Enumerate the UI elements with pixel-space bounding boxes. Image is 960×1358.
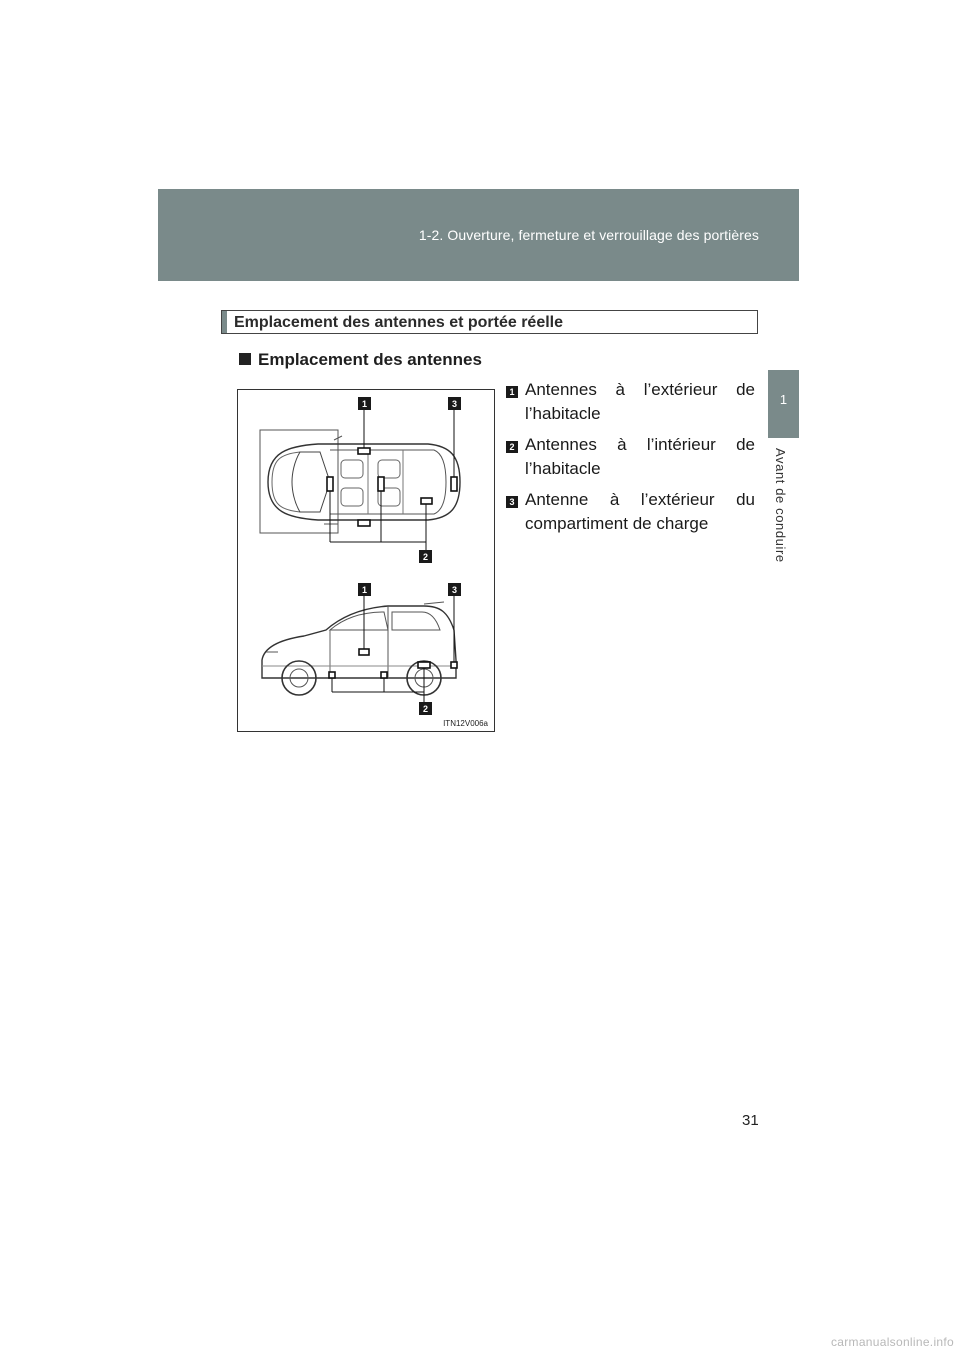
page-number: 31 (742, 1112, 759, 1129)
car-diagram (238, 390, 496, 733)
seat-front-left (341, 460, 363, 478)
chapter-tab-label: Avant de conduire (773, 448, 788, 563)
square-bullet-icon (239, 353, 251, 365)
antenna-int-mid (378, 477, 384, 491)
callout-3-side: 3 (451, 585, 458, 595)
chapter-tab (768, 370, 799, 438)
chapter-section-title: 1-2. Ouverture, fermeture et verrouillage des portières (418, 227, 759, 243)
top-view-leaders (330, 410, 454, 550)
antenna-cargo-top (451, 477, 457, 491)
antenna-cargo-side (451, 662, 457, 668)
section-title-box (221, 310, 758, 334)
chapter-tab-number: 1 (779, 392, 788, 407)
antenna-int-front-side (329, 672, 335, 678)
callout-2-top: 2 (422, 552, 429, 562)
legend-item (506, 488, 755, 536)
antenna-ext-bottom (358, 520, 370, 526)
antenna-int-rear-side (418, 662, 430, 668)
antenna-location-figure (237, 389, 495, 732)
figure-code: ITN12V006a (443, 719, 488, 728)
antenna-ext-side (359, 649, 369, 655)
side-view-antennas (329, 649, 457, 678)
car-top-view (260, 430, 460, 533)
antenna-int-front (327, 477, 333, 491)
seat-rear-left (378, 460, 400, 478)
antenna-int-mid-side (381, 672, 387, 678)
legend-number-badge: 1 (506, 386, 518, 398)
callout-1-side: 1 (361, 585, 368, 595)
section-title: Emplacement des antennes et portée réelle (234, 314, 564, 331)
subheading-text: Emplacement des antennes (258, 350, 482, 369)
callout-3-top: 3 (451, 399, 458, 409)
legend-number-badge: 3 (506, 496, 518, 508)
legend-item (506, 378, 755, 426)
antenna-int-rear (421, 498, 432, 504)
car-top-windshield (292, 452, 330, 512)
legend-text: Antenne à l’extérieur du compartiment de charge (525, 490, 755, 533)
car-top-body (268, 444, 460, 520)
seat-front-right (341, 488, 363, 506)
legend-list (506, 378, 755, 543)
legend-text: Antennes à l’extérieur de l’habitacle (525, 380, 755, 423)
subheading (239, 350, 482, 370)
header-band (158, 189, 799, 281)
callout-1-top: 1 (361, 399, 368, 409)
section-title-accent (222, 311, 227, 333)
window-rear (392, 612, 440, 630)
antenna-ext-top (358, 448, 370, 454)
watermark: carmanualsonline.info (830, 1335, 954, 1349)
legend-item (506, 433, 755, 481)
legend-number-badge: 2 (506, 441, 518, 453)
legend-text: Antennes à l’intérieur de l’habitacle (525, 435, 755, 478)
callout-2-side: 2 (422, 704, 429, 714)
figure-callouts (358, 397, 461, 715)
